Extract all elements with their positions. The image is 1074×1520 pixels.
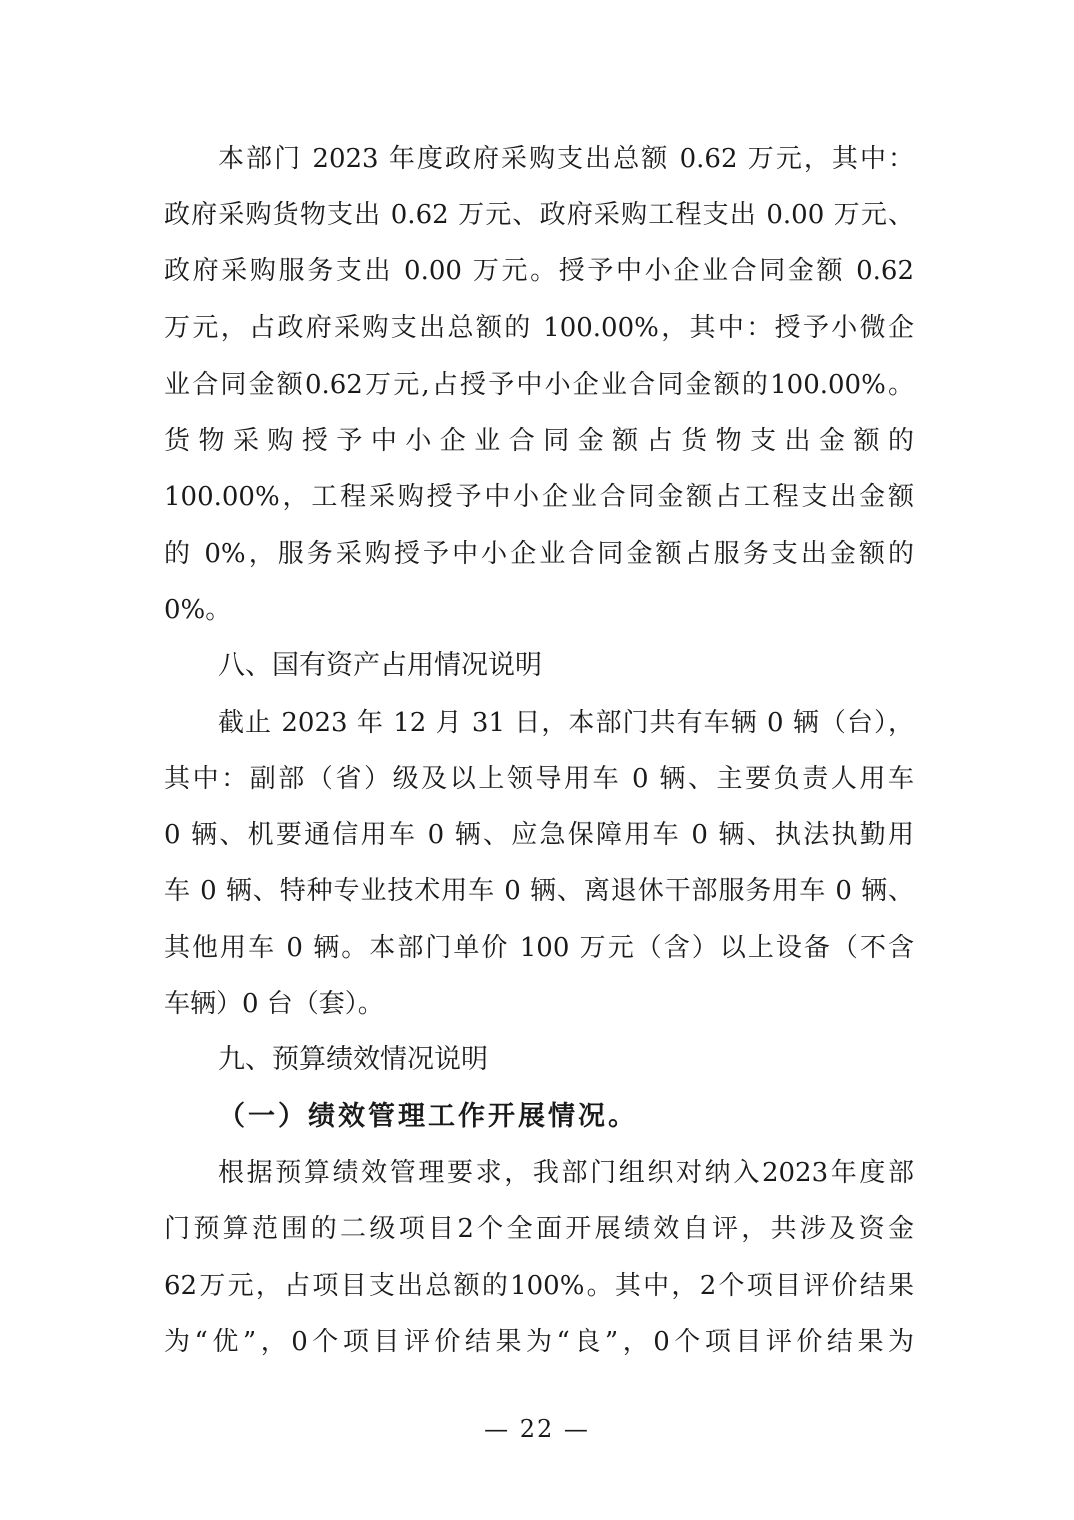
paragraph-line: 车 0 辆、特种专业技术用车 0 辆、离退休干部服务用车 0 辆、: [164, 876, 914, 906]
paragraph-line: 100.00%，工程采购授予中小企业合同金额占工程支出金额: [164, 482, 914, 512]
paragraph-line: 截止 2023 年 12 月 31 日，本部门共有车辆 0 辆（台），: [218, 708, 914, 738]
paragraph-line: 车辆）0 台（套）。: [164, 989, 384, 1019]
sub-heading: （一）绩效管理工作开展情况。: [218, 1101, 638, 1132]
paragraph-line: 0%。: [164, 595, 232, 625]
paragraph-line: 万元，占政府采购支出总额的 100.00%，其中：授予小微企: [164, 313, 914, 343]
paragraph-line: 门预算范围的二级项目2个全面开展绩效自评，共涉及资金: [164, 1214, 914, 1244]
paragraph-line: 根据预算绩效管理要求，我部门组织对纳入2023年度部: [218, 1158, 914, 1188]
paragraph-line: 业合同金额0.62万元,占授予中小企业合同金额的100.00%。: [164, 370, 914, 400]
paragraph-line: 政府采购货物支出 0.62 万元、政府采购工程支出 0.00 万元、: [164, 200, 914, 230]
paragraph-line: 为“优”，0个项目评价结果为“良”，0个项目评价结果为: [164, 1327, 914, 1357]
section-heading: 八、国有资产占用情况说明: [218, 650, 542, 681]
paragraph-line: 0 辆、机要通信用车 0 辆、应急保障用车 0 辆、执法执勤用: [164, 820, 914, 850]
paragraph-line: 其他用车 0 辆。本部门单价 100 万元（含）以上设备（不含: [164, 933, 914, 963]
paragraph-line: 62万元，占项目支出总额的100%。其中，2个项目评价结果: [164, 1271, 914, 1301]
paragraph-line: 的 0%，服务采购授予中小企业合同金额占服务支出金额的: [164, 539, 914, 569]
paragraph-line: 政府采购服务支出 0.00 万元。授予中小企业合同金额 0.62: [164, 256, 914, 286]
section-heading: 九、预算绩效情况说明: [218, 1044, 488, 1075]
page-number: — 22 —: [484, 1415, 590, 1443]
paragraph-line: 本部门 2023 年度政府采购支出总额 0.62 万元，其中：: [218, 144, 914, 174]
paragraph-line: 货物采购授予中小企业合同金额占货物支出金额的: [164, 426, 914, 456]
paragraph-line: 其中：副部（省）级及以上领导用车 0 辆、主要负责人用车: [164, 764, 914, 794]
